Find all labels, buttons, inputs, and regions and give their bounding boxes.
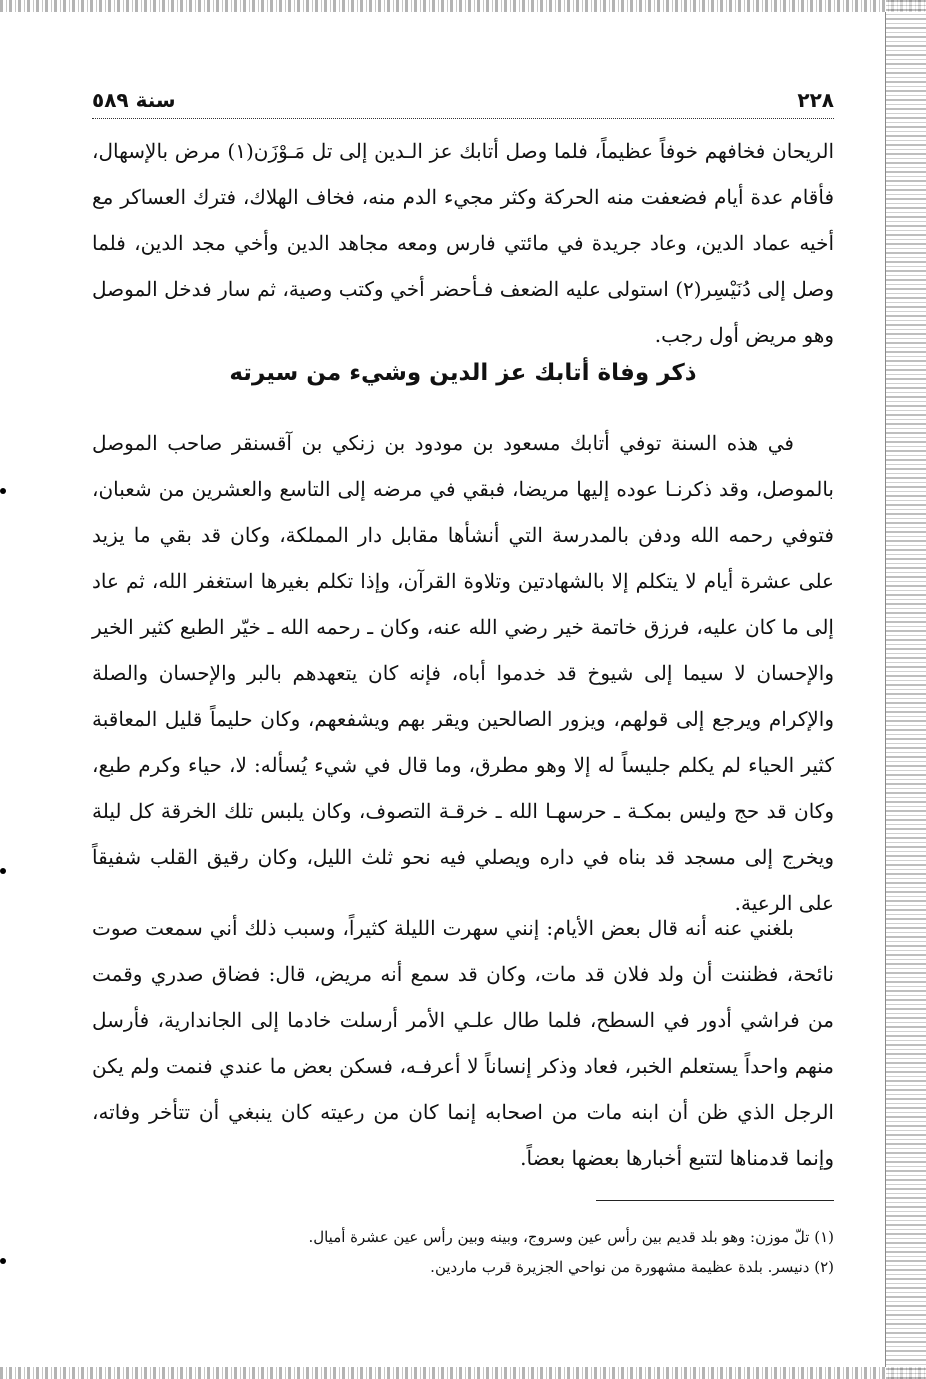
footnote-divider [596, 1200, 834, 1201]
paragraph-2 [92, 420, 834, 926]
footnote-2: (٢) دنيسر. بلدة عظيمة مشهورة من نواحي الجزيرة قرب ماردين. [430, 1258, 834, 1276]
border-rule [885, 12, 886, 1367]
scan-mark [0, 488, 6, 494]
paragraph-text: الريحان فخافهم خوفاً عظيماً، فلما وصل أتابك عز الـدين إلى تل مَـوْزَن(١) مرض بالإسهال، فأقام عدة أيام فضعفت منه الحركة وكثر مجيء الدم منه، فخاف الهلاك، فترك العساكر مع أخيه عماد الدين، وعاد جريدة في مائتي فارس ومعه مجاهد الدين وأخي مجد الدين، فلما وصل إلى دُنَيْسِر(٢) استولى عليه الضعف فـأحضر أخي وكتب وصية، ثم سار فدخل الموصل وهو مريض أول رجب. [92, 139, 834, 347]
footnotes [92, 1222, 834, 1282]
paragraph-text: في هذه السنة توفي أتابك مسعود بن مودود بن زنكي بن آقسنقر صاحب الموصل بالموصل، وقد ذكرنـا عوده إليها مريضا، فبقي في مرضه إلى التاسع والعشرين من شعبان، فتوفي رحمه الله ودفن بالمدرسة التي أنشأها مقابل دار المملكة، وكان قد بقي ما يزيد على عشرة أيام لا يتكلم إلا بالشهادتين وتلاوة القرآن، وإذا تكلم بغيرها استغفر الله، ثم عاد إلى ما كان عليه، فرزق خاتمة خير رضي الله عنه، وكان ـ رحمه الله ـ خيّر الطبع كثير الخير والإحسان لا سيما إلى شيوخ قد خدموا أباه، فإنه كان يتعهدهم بالبر والإحسان والصلة والإكرام ويرجع إلى قولهم، ويزور الصالحين ويقر بهم ويشفعهم، وكان حليماً قليل المعاقبة كثير الحياء لم يكلم جليساً له إلا وهو مطرق، وما قال في شيء يُسأله: لا، حياء وكرم طبع، وكان قد حج وليس بمكـة ـ حرسهـا الله ـ خرقـة التصوف، وكان يلبس تلك الخرقة كل ليلة ويخرج إلى مسجد قد بناه في داره ويصلي فيه نحو ثلث الليل، وكان رقيق القلب شفيقاً على الرعية. [92, 431, 834, 915]
ornamental-border-right [886, 0, 926, 1379]
year-label: سنة ٥٨٩ [92, 88, 176, 112]
footnote-1: (١) تلّ موزن: وهو بلد قديم بين رأس عين وسروج، وبينه وبين رأس عين عشرة أميال. [308, 1228, 834, 1246]
page-number: ٢٢٨ [797, 88, 834, 112]
paragraph-1 [92, 128, 834, 358]
paragraph-3 [92, 905, 834, 1181]
ornamental-border-bottom [0, 1367, 926, 1379]
scan-mark [0, 1258, 6, 1264]
paragraph-text: بلغني عنه أنه قال بعض الأيام: إنني سهرت الليلة كثيراً، وسبب ذلك أني سمعت صوت نائحة، فظننت أن ولد فلان قد مات، وكان قد سمع أنه مريض، قال: فضاق صدري وقمت من فراشي أدور في السطح، فلما طال علـي الأمر أرسلت خادما إلى الجاندارية، فأرسل منهم واحداً يستعلم الخبر، فعاد وذكر إنساناً لا أعرفـه، فسكن بعض ما عندي فنمت ولم يكن الرجل الذي ظن أن ابنه مات من اصحابه إنما كان من رعيته كان ينبغي أن تتأخر وفاته، وإنما قدمناها لتتبع أخبارها بعضها بعضاً. [92, 916, 834, 1170]
running-header [92, 84, 834, 119]
section-title: ذكر وفاة أتابك عز الدين وشيء من سيرته [229, 360, 697, 386]
scan-mark [0, 868, 6, 874]
ornamental-border-top [0, 0, 926, 12]
